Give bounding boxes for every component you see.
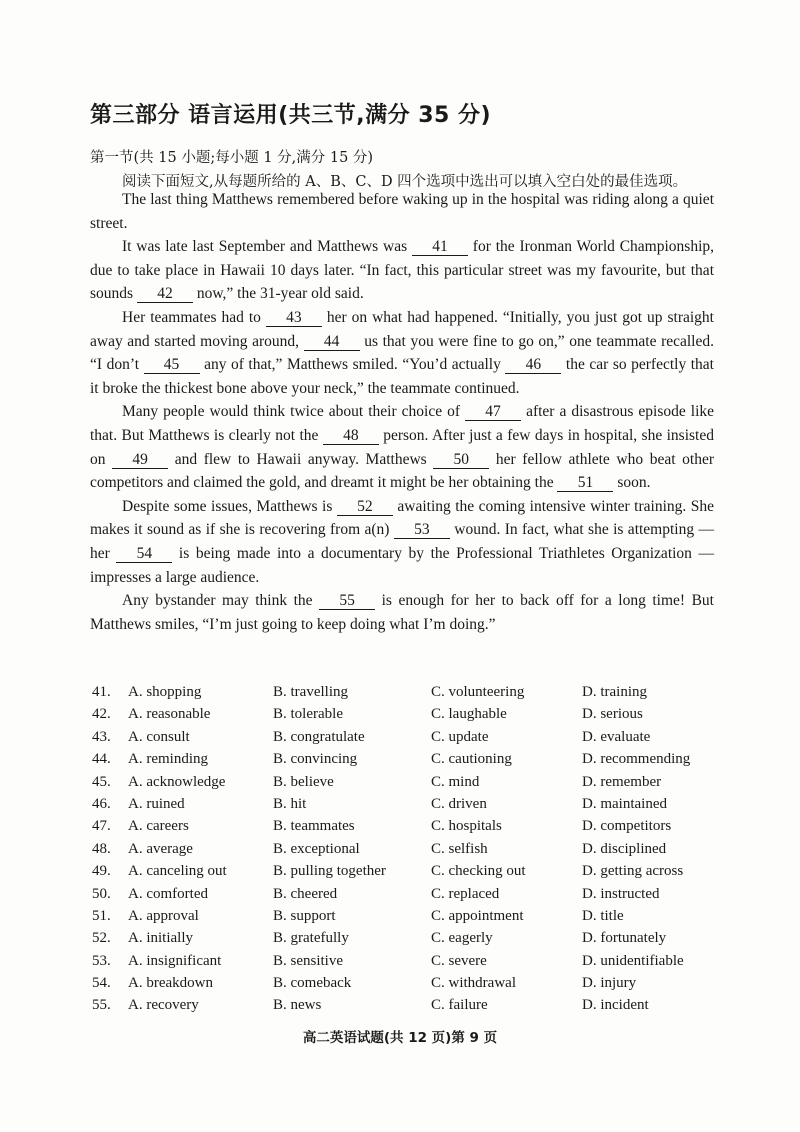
question-number: 44. [92,751,111,768]
option-c: C. update [431,728,489,745]
option-a: A. consult [128,728,190,745]
option-d: D. injury [582,975,637,992]
paragraph-text: soon. [613,474,651,492]
paragraph-6 [90,589,714,636]
paragraph-5 [90,495,714,589]
question-number: 53. [92,952,111,969]
option-b: B. news [273,997,322,1014]
blank-42: 42 [137,285,193,303]
answer-options [92,684,732,1020]
part-title: 第三部分 语言运用(共三节,满分 35 分) [90,103,492,128]
option-c: C. failure [431,997,488,1014]
option-b: B. pulling together [273,863,386,880]
option-c: C. cautioning [431,751,512,768]
blank-53: 53 [394,521,450,539]
option-b: B. gratefully [273,930,349,947]
paragraph-text: her fellow athlete who beat other competitors and claimed the gold, and dreamt it might be her obtaining the [90,450,714,492]
option-a: A. comforted [128,885,208,902]
option-row-42 [92,706,732,728]
paragraph-text: The last thing Matthews remembered before waking up in the hospital was riding along a quiet street. [90,191,714,232]
option-b: B. exceptional [273,840,360,857]
option-c: C. laughable [431,706,507,723]
option-c: C. appointment [431,907,524,924]
blank-51: 51 [557,474,613,492]
option-d: D. maintained [582,795,667,812]
option-b: B. teammates [273,818,355,835]
paragraph-3 [90,306,714,400]
blank-46: 46 [505,356,561,374]
option-c: C. hospitals [431,818,502,835]
option-c: C. driven [431,795,487,812]
paragraph-text: is being made into a documentary by the Professional Triathletes Organization — impresses a large audience. [90,544,714,586]
option-b: B. comeback [273,975,352,992]
paragraph-text: person. After just a few days in hospital, she insisted on [90,426,714,468]
question-number: 50. [92,885,111,902]
paragraph-4 [90,400,714,494]
option-c: C. selfish [431,840,488,857]
paragraph-text: any of that,” Matthews smiled. “You’d actually [199,356,506,374]
option-a: A. reasonable [128,706,211,723]
option-a: A. average [128,840,193,857]
option-d: D. unidentifiable [582,952,684,969]
option-row-47 [92,818,732,840]
option-row-51 [92,908,732,930]
option-d: D. instructed [582,885,660,902]
option-row-55 [92,997,732,1019]
option-d: D. getting across [582,863,684,880]
paragraph-text: Many people would think twice about their choice of [122,403,466,421]
option-d: D. incident [582,997,649,1014]
paragraph-text: It was late last September and Matthews was [122,238,412,256]
option-a: A. shopping [128,684,202,700]
paragraph-text: us that you were fine to go on,” one teammate recalled. “I don’t [90,332,714,374]
blank-44: 44 [304,333,360,351]
paragraph-text: Despite some issues, Matthews is [122,497,337,515]
option-row-49 [92,863,732,885]
option-a: A. breakdown [128,975,213,992]
option-b: B. support [273,907,336,924]
blank-43: 43 [266,309,322,327]
option-a: A. careers [128,818,189,835]
question-number: 49. [92,863,111,880]
option-row-53 [92,953,732,975]
paragraph-text: and flew to Hawaii anyway. Matthews [168,450,434,468]
question-number: 55. [92,997,111,1014]
option-b: B. hit [273,795,307,812]
paragraph-2 [90,235,714,306]
blank-47: 47 [465,403,521,421]
question-number: 52. [92,930,111,947]
option-row-46 [92,796,732,818]
blank-41: 41 [412,238,468,256]
option-b: B. congratulate [273,728,365,745]
option-a: A. ruined [128,795,185,812]
instruction: 阅读下面短文,从每题所给的 A、B、C、D 四个选项中选出可以填入空白处的最佳选项。 [122,174,688,190]
option-c: C. eagerly [431,930,493,947]
option-c: C. mind [431,773,480,790]
option-b: B. sensitive [273,952,343,969]
option-b: B. cheered [273,885,338,902]
blank-49: 49 [112,451,168,469]
option-c: C. replaced [431,885,500,902]
option-b: B. convincing [273,751,358,768]
option-d: D. evaluate [582,728,651,745]
question-number: 45. [92,773,111,790]
question-number: 43. [92,728,111,745]
option-d: D. competitors [582,818,672,835]
option-d: D. recommending [582,751,691,768]
option-c: C. checking out [431,863,526,880]
paragraph-text: for the Ironman World Championship, due to take place in Hawaii 10 days later. “In fact, this particular street was my favourite, but that sounds [90,238,715,303]
blank-52: 52 [337,498,393,516]
option-d: D. serious [582,706,643,723]
option-b: B. travelling [273,684,348,700]
question-number: 42. [92,706,111,723]
question-number: 47. [92,818,111,835]
option-d: D. title [582,907,624,924]
section-title: 第一节(共 15 小题;每小题 1 分,满分 15 分) [90,150,374,166]
paragraph-1 [90,188,714,235]
option-a: A. recovery [128,997,199,1014]
paragraph-text: wound. In fact, what she is attempting — her [90,521,714,562]
paragraph-text: now,” the 31-year old said. [192,285,364,303]
option-row-41 [92,684,732,706]
option-c: C. withdrawal [431,975,516,992]
blank-54: 54 [116,545,172,563]
question-number: 48. [92,840,111,857]
paragraph-text: her on what had happened. “Initially, you just got up straight away and started moving around, [90,308,714,350]
question-number: 41. [92,684,111,700]
option-row-52 [92,930,732,952]
option-row-43 [92,729,732,751]
option-a: A. acknowledge [128,773,226,790]
option-a: A. insignificant [128,952,222,969]
question-number: 46. [92,795,111,812]
page-footer: 高二英语试题(共 12 页)第 9 页 [302,1030,498,1046]
option-row-54 [92,975,732,997]
blank-48: 48 [323,427,379,445]
option-a: A. reminding [128,751,208,768]
question-number: 51. [92,907,111,924]
option-row-44 [92,751,732,773]
option-c: C. volunteering [431,684,525,700]
blank-50: 50 [433,451,489,469]
paragraph-text: awaiting the coming intensive winter training. She makes it sound as if she is recovering from a(n) [90,497,714,539]
paragraph-text: is enough for her to back off for a long time! But Matthews smiles, “I’m just going to keep doing what I’m doing.” [90,592,714,633]
paragraph-text: the car so perfectly that it broke the thickest bone above your neck,” the teammate continued. [90,356,714,397]
question-number: 54. [92,975,111,992]
option-d: D. remember [582,773,662,790]
option-a: A. approval [128,907,199,924]
option-row-45 [92,774,732,796]
paragraph-text: Her teammates had to [122,308,266,326]
option-b: B. tolerable [273,706,343,723]
option-d: D. disciplined [582,840,667,857]
cloze-passage [90,188,714,636]
option-d: D. fortunately [582,930,667,947]
option-d: D. training [582,684,647,700]
option-a: A. initially [128,930,193,947]
option-a: A. canceling out [128,863,227,880]
option-row-48 [92,841,732,863]
blank-55: 55 [319,592,375,610]
blank-45: 45 [144,356,200,374]
paragraph-text: after a disastrous episode like that. But Matthews is clearly not the [90,403,715,444]
option-c: C. severe [431,952,487,969]
option-row-50 [92,886,732,908]
option-b: B. believe [273,773,334,790]
paragraph-text: Any bystander may think the [122,592,320,610]
